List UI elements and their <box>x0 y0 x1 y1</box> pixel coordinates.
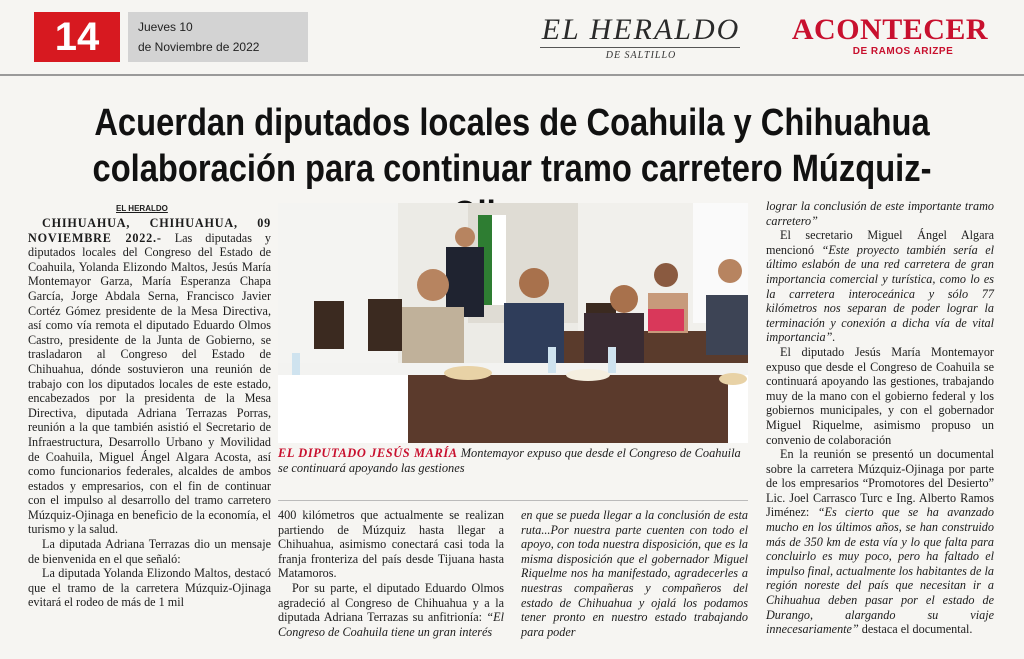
byline: EL HERALDO <box>116 204 168 213</box>
meeting-photo-illustration <box>278 203 748 443</box>
acontecer-logo-subtitle: DE RAMOS ARIZPE <box>852 46 954 57</box>
caption-divider <box>278 500 748 501</box>
article-column-2 <box>278 508 504 639</box>
paragraph: 400 kilómetros que actualmente se realizan partiendo de Múzquiz hasta llegar a Chihuahua, asimismo conectará casi toda la franja fronteriza del país desde Tijuana hasta Matamoros. <box>278 508 504 581</box>
quote-text: “El Congreso de Coahuila tiene un gran interés <box>278 610 505 639</box>
article-column-1 <box>28 216 271 610</box>
paragraph-text: destaca el documental. <box>861 622 973 637</box>
paragraph <box>521 508 748 639</box>
article-column-3 <box>521 508 748 639</box>
paragraph-text: En la reunión se presentó un documental sobre la carretera Múzquiz-Ojinaga por parte de los empresarios “Promotores del Desierto” Lic. Joel Carrasco Turc e Ing. Alberto Ramos Jiménez: <box>766 447 994 520</box>
el-heraldo-logo: EL HERALDO <box>541 13 741 46</box>
date-box <box>128 12 308 62</box>
paragraph <box>28 216 271 537</box>
paragraph: La diputada Yolanda Elizondo Maltos, destacó que el tramo de la carretera Múzquiz-Ojinaga evitará el rodeo de más de 1 mil <box>28 566 271 610</box>
article-photo <box>278 203 748 443</box>
quote-text: lograr la conclusión de este importante tramo carretero” <box>766 199 994 228</box>
headline-line-2: colaboración para continuar tramo carretero Múzquiz- <box>92 148 932 190</box>
caption-text: Montemayor expuso que desde el Congreso de Coahuila se continuará apoyando las gestiones <box>278 446 741 475</box>
dateline: CHIHUAHUA, CHIHUAHUA, 09 NOVIEMBRE 2022.- <box>28 216 271 245</box>
paragraph: El diputado Jesús María Montemayor expuso que desde el Congreso de Coahuila se continuará apoyando las gestiones, trabajando muy de la mano con el gobierno federal y los gobiernos municipales, y con el gobernador Miguel Riquelme, asimismo propuso un convenio de colaboración <box>766 344 994 447</box>
headline-line-1: Acuerdan diputados locales de Coahuila y Chihuahua <box>94 102 930 144</box>
quote-text: “Este proyecto también sería el último eslabón de una red carretera de gran importancia comercial y turística, como lo es la carretera interoceánica y sólo 77 kilómetros nos separan de poder lograr la terminación y conexión a dicha vía de vital importancia”. <box>766 242 994 345</box>
paragraph <box>278 581 504 639</box>
paragraph <box>766 228 994 345</box>
heraldo-logo-rule <box>540 47 740 48</box>
paragraph <box>766 447 994 637</box>
article-column-4 <box>766 199 994 637</box>
page-number: 14 <box>34 12 120 62</box>
paragraph-text: Las diputadas y diputados locales del Congreso del Estado de Coahuila, Yolanda Elizondo Maltos, Jesús María Montemayor Garza, María Esperanza Chapa García, Jorge Abdala Serna, Francisco Javier Cortéz Gómez presidente de la Mesa Directiva, así como vía remota el diputado Eduardo Olmos Castro, presidente de la Junta de Gobierno, se trasladaron al Congreso del Estado de Chihuahua, dónde sostuvieron una reunión de trabajo con los diputados locales de este estado, encabezados por la presidenta de la Mesa Directiva, diputada Adriana Terrazas Porras, reunión a la que también asistió el Secretario de Infraestructura, Desarrollo Urbano y Movilidad de Coahuila, Miguel Ángel Algara Acosta, así como funcionarios federales, alcaldes de ambos estados y empresarios, con el fin de continuar con el impulso al desarrollo del tramo carretero Múzquiz-Ojinaga en beneficio de la economía, el turismo y la salud. <box>28 230 271 537</box>
caption-lead: EL DIPUTADO JESÚS MARÍA <box>278 446 458 460</box>
acontecer-logo: ACONTECER <box>791 13 989 46</box>
el-heraldo-logo-subtitle: DE SALTILLO <box>605 50 677 61</box>
paragraph <box>766 199 994 228</box>
date-weekday: Jueves 10 <box>138 20 193 34</box>
paragraph-text: Por su parte, el diputado Eduardo Olmos agradeció al Congreso de Chihuahua y a la diputada Adriana Terrazas su anfitrionía: <box>278 580 504 625</box>
photo-caption <box>278 446 748 476</box>
header-divider <box>0 74 1024 76</box>
paragraph: La diputada Adriana Terrazas dio un mensaje de bienvenida en el que señaló: <box>28 537 271 566</box>
quote-text: “Es cierto que se ha avanzado mucho en los últimos años, se han construido más de 350 km de esta vía y lo que falta para concluirlo es muy poco, pero ha faltado el impulso final, actualmente los habitantes de la región noreste del país que necesitan ir a Chihuahua deben pasar por el estado de Durango, alargando su viaje innecesariamente” <box>766 505 994 637</box>
date-full: de Noviembre de 2022 <box>138 40 260 54</box>
paragraph-text: El secretario Miguel Ángel Algara mencionó <box>766 228 994 257</box>
quote-text: en que se pueda llegar a la conclusión de esta ruta...Por nuestra parte cuenten con todo el apoyo, con toda nuestra disposición, que es la misma disposición que el gobernador Miguel Riquelme nos ha manifestado, agradecerles a nuestras compañeras y compañeros del estado de Chihuahua y ojalá los podamos tener pronto en nuestro estado trabajando para poder <box>521 508 748 639</box>
